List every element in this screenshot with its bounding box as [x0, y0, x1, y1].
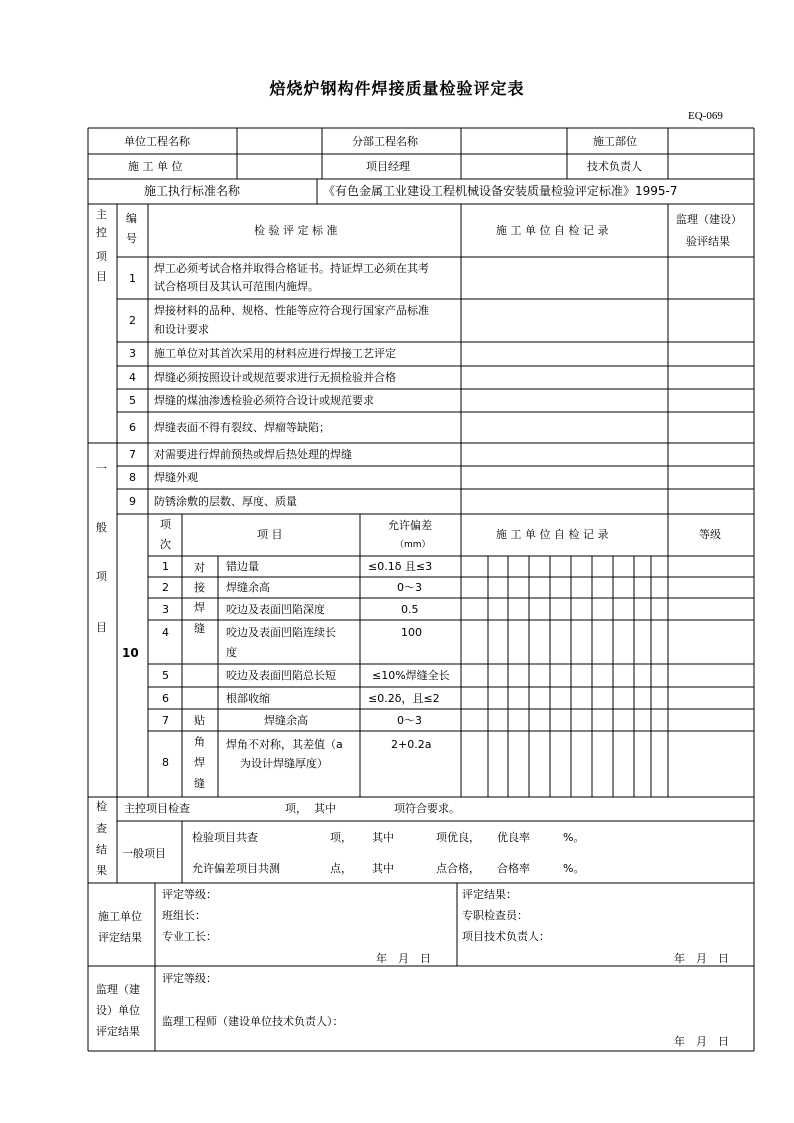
fillet-weld-label-4: 缝: [194, 777, 205, 790]
date-field: 年 月 日: [376, 952, 431, 965]
sub-row-item: 咬边及表面凹陷连续长: [226, 626, 336, 639]
sub-row-seq: 4: [162, 626, 169, 639]
project-manager-label: 项目经理: [366, 160, 410, 173]
general-label-4: 目: [96, 621, 107, 634]
main-row-text: 焊缝必须按照设计或规范要求进行无损检验并合格: [154, 371, 396, 384]
excellent-rate-label: 优良率: [497, 831, 530, 844]
general-label-3: 项: [96, 570, 107, 583]
main-items-label-4: 目: [96, 270, 107, 283]
result-field: 评定结果：: [462, 888, 517, 901]
sub-row-tolerance: ≤0.2δ，且≤2: [368, 692, 440, 705]
tolerance-header-1: 允许偏差: [388, 519, 432, 532]
main-row-no: 5: [129, 394, 136, 407]
sub-row-item: 度: [226, 646, 237, 659]
no-header-2: 号: [126, 232, 137, 245]
construction-eval-label-1: 施工单位: [98, 910, 142, 923]
tech-lead-field: 项目技术负责人：: [462, 930, 550, 943]
sub-row-seq: 7: [162, 714, 169, 727]
sub-row-item: 焊缝余高: [264, 714, 308, 727]
total-check-of: 其中: [372, 831, 394, 844]
sub-row-item: 咬边及表面凹陷深度: [226, 603, 325, 616]
foreman-field: 专业工长：: [162, 930, 217, 943]
general-row-no: 7: [129, 448, 136, 461]
main-row-no: 1: [129, 272, 136, 285]
construction-unit-label: 施 工 单 位: [128, 160, 183, 173]
pass-label: 点合格，: [436, 862, 480, 875]
fillet-weld-label-3: 焊: [194, 756, 205, 769]
general-row-no: 9: [129, 495, 136, 508]
supervision-eval-label-3: 评定结果: [96, 1025, 140, 1038]
general-row-text: 焊缝外观: [154, 471, 198, 484]
general-items-label: 一般项目: [122, 847, 166, 860]
page-title: 焙烧炉钢构件焊接质量检验评定表: [269, 79, 525, 98]
sub-row-seq: 8: [162, 756, 169, 769]
main-row-text: 焊接材料的品种、规格、性能等应符合现行国家产品标准: [154, 304, 429, 317]
seq-header-1: 项: [160, 518, 171, 531]
sub-row-seq: 3: [162, 603, 169, 616]
main-row-no: 4: [129, 371, 136, 384]
main-items-label-3: 项: [96, 250, 107, 263]
supervision-grade-field: 评定等级：: [162, 972, 217, 985]
sub-row-item: 错边量: [226, 560, 259, 573]
main-check-label: 主控项目检查: [124, 802, 190, 815]
sub-row-seq: 1: [162, 560, 169, 573]
sub-row-seq: 5: [162, 669, 169, 682]
supervision-engineer-field: 监理工程师（建设单位技术负责人）：: [162, 1015, 344, 1028]
tolerance-check-label: 允许偏差项目共测: [192, 862, 280, 875]
inspection-label-1: 检: [96, 800, 107, 813]
tolerance-check-of: 其中: [372, 862, 394, 875]
sub-row-item: 咬边及表面凹陷总长短: [226, 669, 336, 682]
main-row-text: 施工单位对其首次采用的材料应进行焊接工艺评定: [154, 347, 396, 360]
sub-row-tolerance: 2+0.2a: [391, 738, 432, 751]
item-header: 项 目: [257, 528, 283, 541]
no-header-1: 编: [126, 212, 137, 225]
total-check-label: 检验项目共查: [192, 831, 258, 844]
percent-label: %。: [563, 831, 585, 844]
tolerance-check-unit: 点，: [330, 862, 352, 875]
general-label-1: 一: [96, 462, 107, 475]
supervision-eval-label-1: 监理（建: [96, 983, 140, 996]
sub-row-item: 焊缝余高: [226, 581, 270, 594]
main-items-label-2: 控: [96, 226, 107, 239]
supervision-eval-label-2: 设）单位: [96, 1004, 140, 1017]
main-row-no: 6: [129, 421, 136, 434]
butt-weld-label-2: 接: [194, 581, 205, 594]
general-row-no: 8: [129, 471, 136, 484]
inspector-field: 专职检查员：: [462, 909, 528, 922]
general-row-text: 对需要进行焊前预热或焊后热处理的焊缝: [154, 448, 352, 461]
inspection-label-2: 查: [96, 822, 107, 835]
construction-eval-label-2: 评定结果: [98, 931, 142, 944]
self-check-header: 施 工 单 位 自 检 记 录: [496, 224, 609, 237]
doc-code: EQ-069: [688, 110, 723, 122]
main-row-no: 2: [129, 314, 136, 327]
sub-self-check-header: 施 工 单 位 自 检 记 录: [496, 528, 609, 541]
sub-row-seq: 2: [162, 581, 169, 594]
total-check-unit: 项，: [330, 831, 352, 844]
supervision-header-1: 监理（建设）: [676, 213, 742, 226]
criteria-header: 检 验 评 定 标 准: [254, 224, 338, 237]
team-leader-field: 班组长：: [162, 909, 206, 922]
sub-project-label: 分部工程名称: [352, 135, 418, 148]
general-row-text: 防锈涂敷的层数、厚度、质量: [154, 495, 297, 508]
sub-row-tolerance: 0～3: [397, 714, 422, 727]
main-check-unit: 项，: [285, 802, 307, 815]
sub-table-no: 10: [122, 646, 139, 660]
sub-row-item: 焊角不对称，其差值（a: [226, 738, 343, 751]
percent-label: %。: [563, 862, 585, 875]
sub-row-item: 为设计焊缝厚度）: [240, 757, 328, 770]
main-row-text: 试合格项目及其认可范围内施焊。: [154, 280, 319, 293]
unit-project-label: 单位工程名称: [124, 135, 190, 148]
grade-header: 等级: [699, 528, 721, 541]
construction-part-label: 施工部位: [593, 135, 637, 148]
sub-row-tolerance: ≤10%焊缝全长: [372, 669, 450, 682]
standard-value: 《有色金属工业建设工程机械设备安装质量检验评定标准》1995-7: [323, 184, 678, 198]
main-row-text: 焊工必须考试合格并取得合格证书。持证焊工必须在其考: [154, 262, 429, 275]
sub-row-tolerance: 0.5: [401, 603, 419, 616]
inspection-label-4: 果: [96, 864, 107, 877]
supervision-date-field: 年 月 日: [674, 1035, 729, 1048]
standard-label: 施工执行标准名称: [144, 184, 241, 198]
sub-row-tolerance: 0～3: [397, 581, 422, 594]
sub-row-tolerance: 100: [401, 626, 422, 639]
butt-weld-label-3: 焊: [194, 601, 205, 614]
butt-weld-label-1: 对: [194, 561, 205, 574]
grade-field: 评定等级：: [162, 888, 217, 901]
main-row-text: 焊缝的煤油渗透检验必须符合设计或规范要求: [154, 394, 374, 407]
main-check-ok: 项符合要求。: [394, 802, 460, 815]
seq-header-2: 次: [160, 538, 171, 551]
main-check-of: 其中: [314, 802, 336, 815]
general-label-2: 般: [96, 521, 107, 534]
main-items-label-1: 主: [96, 208, 107, 221]
sub-row-seq: 6: [162, 692, 169, 705]
pass-rate-label: 合格率: [497, 862, 530, 875]
main-row-text: 焊缝表面不得有裂纹、焊瘤等缺陷；: [154, 421, 330, 434]
date-field: 年 月 日: [674, 952, 729, 965]
fillet-weld-label-1: 贴: [194, 714, 205, 727]
sub-row-tolerance: ≤0.1δ 且≤3: [368, 560, 433, 573]
inspection-label-3: 结: [96, 843, 107, 856]
tolerance-header-2: （mm）: [395, 540, 431, 550]
excellent-label: 项优良，: [436, 831, 480, 844]
butt-weld-label-4: 缝: [194, 622, 205, 635]
fillet-weld-label-2: 角: [194, 735, 205, 748]
sub-row-item: 根部收缩: [226, 692, 270, 705]
main-row-no: 3: [129, 347, 136, 360]
main-row-text: 和设计要求: [154, 323, 209, 336]
supervision-header-2: 验评结果: [686, 235, 730, 248]
tech-lead-label: 技术负责人: [587, 160, 642, 173]
